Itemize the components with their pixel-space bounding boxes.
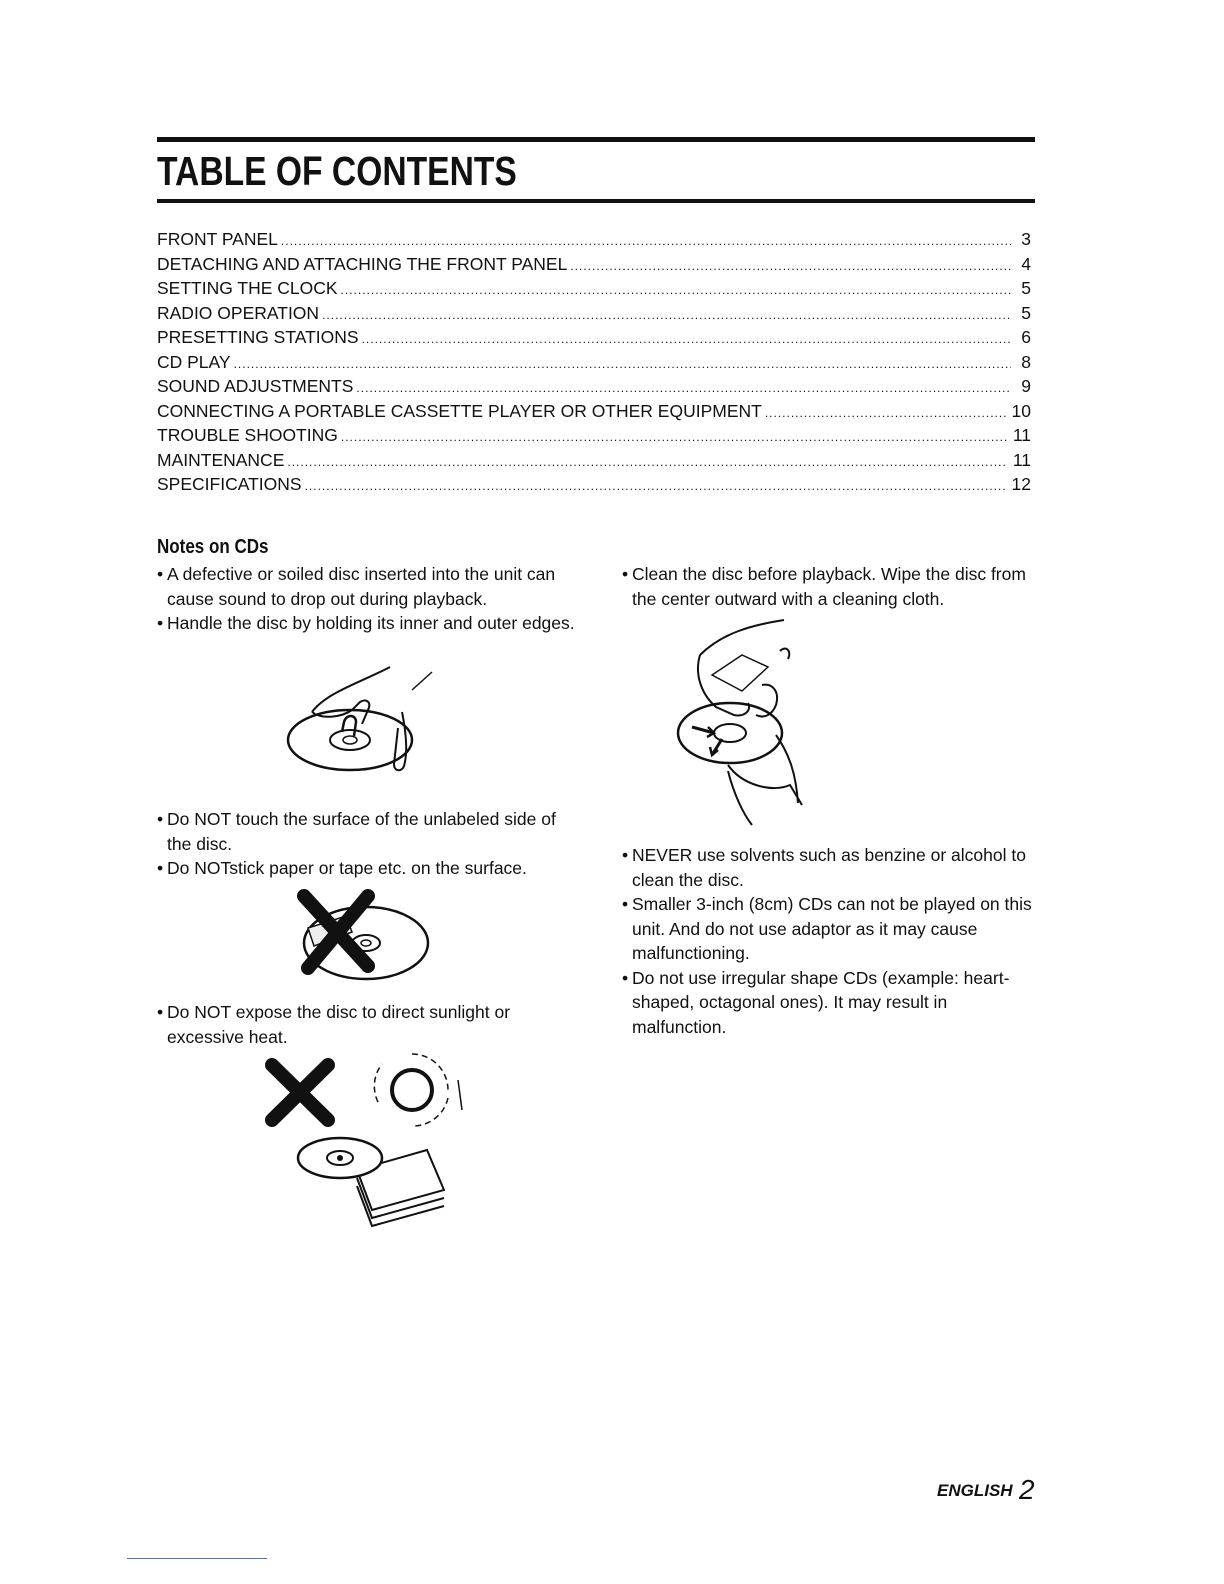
table-of-contents <box>157 227 1031 497</box>
toc-entry-label: TROUBLE SHOOTING <box>157 425 338 445</box>
toc-leader-dots <box>322 303 1011 326</box>
note-item: • Do NOT expose the disc to direct sunlight or excessive heat. <box>157 1000 577 1049</box>
toc-entry-page: 5 <box>1021 278 1031 298</box>
toc-entry <box>157 301 1031 326</box>
toc-entry <box>157 448 1031 473</box>
footer-rule <box>127 1558 267 1559</box>
note-item: • Handle the disc by holding its inner and outer edges. <box>157 611 577 636</box>
toc-entry-label: SPECIFICATIONS <box>157 474 302 494</box>
toc-leader-dots <box>362 327 1011 350</box>
toc-leader-dots <box>287 450 1006 473</box>
footer-language: ENGLISH <box>937 1481 1013 1500</box>
title-top-rule <box>157 137 1035 142</box>
toc-leader-dots <box>305 474 1006 497</box>
toc-entry <box>157 252 1031 277</box>
toc-entry <box>157 399 1031 424</box>
toc-entry-page: 6 <box>1021 327 1031 347</box>
toc-entry-page: 3 <box>1021 229 1031 249</box>
hand-wiping-disc-icon <box>672 615 822 835</box>
toc-entry-label: PRESETTING STATIONS <box>157 327 359 347</box>
toc-entry-page: 12 <box>1011 474 1031 494</box>
toc-entry-label: CD PLAY <box>157 351 231 372</box>
crossed-disc-surface-icon <box>286 888 436 988</box>
toc-entry-page: 4 <box>1021 253 1031 274</box>
toc-entry-label: DETACHING AND ATTACHING THE FRONT PANEL <box>157 253 568 274</box>
toc-entry <box>157 423 1031 448</box>
toc-entry-label: SETTING THE CLOCK <box>157 278 338 298</box>
toc-entry <box>157 472 1031 497</box>
toc-entry <box>157 276 1031 301</box>
note-item: • Do not use irregular shape CDs (example: heart-shaped, octagonal ones). It may result in malfunction. <box>622 966 1038 1040</box>
toc-entry-label: FRONT PANEL <box>157 229 278 249</box>
note-item: • Clean the disc before playback. Wipe the disc from the center outward with a cleaning cloth. <box>622 562 1038 611</box>
toc-leader-dots <box>570 254 1011 277</box>
note-item: • Smaller 3-inch (8cm) CDs can not be played on this unit. And do not use adaptor as it may cause malfunctioning. <box>622 892 1038 966</box>
title-bottom-rule <box>157 199 1035 203</box>
toc-entry-label: RADIO OPERATION <box>157 302 320 323</box>
toc-entry <box>157 227 1031 252</box>
toc-entry <box>157 325 1031 350</box>
toc-leader-dots <box>234 352 1011 375</box>
toc-entry-label: SOUND ADJUSTMENTS <box>157 376 354 396</box>
toc-leader-dots <box>281 229 1011 252</box>
toc-leader-dots <box>765 401 1006 424</box>
toc-entry-label: CONNECTING A PORTABLE CASSETTE PLAYER OR OTHER EQUIPMENT <box>157 400 762 421</box>
notes-heading: Notes on CDs <box>157 536 269 558</box>
note-item: • NEVER use solvents such as benzine or alcohol to clean the disc. <box>622 843 1038 892</box>
note-right-1 <box>622 562 1038 611</box>
hand-holding-disc-icon <box>282 662 442 782</box>
note-left-1-2 <box>157 562 577 636</box>
toc-entry-page: 11 <box>1012 425 1031 445</box>
toc-entry-page: 9 <box>1021 376 1031 396</box>
toc-entry-page: 10 <box>1011 400 1031 421</box>
toc-entry-page: 8 <box>1021 351 1031 372</box>
page-title: TABLE OF CONTENTS <box>157 148 517 194</box>
toc-entry-page: 11 <box>1012 449 1031 470</box>
toc-leader-dots <box>341 425 1007 448</box>
note-right-2-4 <box>622 843 1038 1039</box>
page-number: 2 <box>1019 1474 1035 1505</box>
note-item: • Do NOTstick paper or tape etc. on the surface. <box>157 856 577 881</box>
toc-entry <box>157 350 1031 375</box>
note-item: • Do NOT touch the surface of the unlabeled side of the disc. <box>157 807 577 856</box>
crossed-sun-heat-icon <box>262 1040 482 1230</box>
toc-entry-label: MAINTENANCE <box>157 449 285 470</box>
note-left-3-4 <box>157 807 577 881</box>
toc-entry <box>157 374 1031 399</box>
note-item: • A defective or soiled disc inserted into the unit can cause sound to drop out during playback. <box>157 562 577 611</box>
toc-leader-dots <box>341 278 1011 301</box>
toc-leader-dots <box>356 376 1011 399</box>
toc-entry-page: 5 <box>1021 302 1031 323</box>
